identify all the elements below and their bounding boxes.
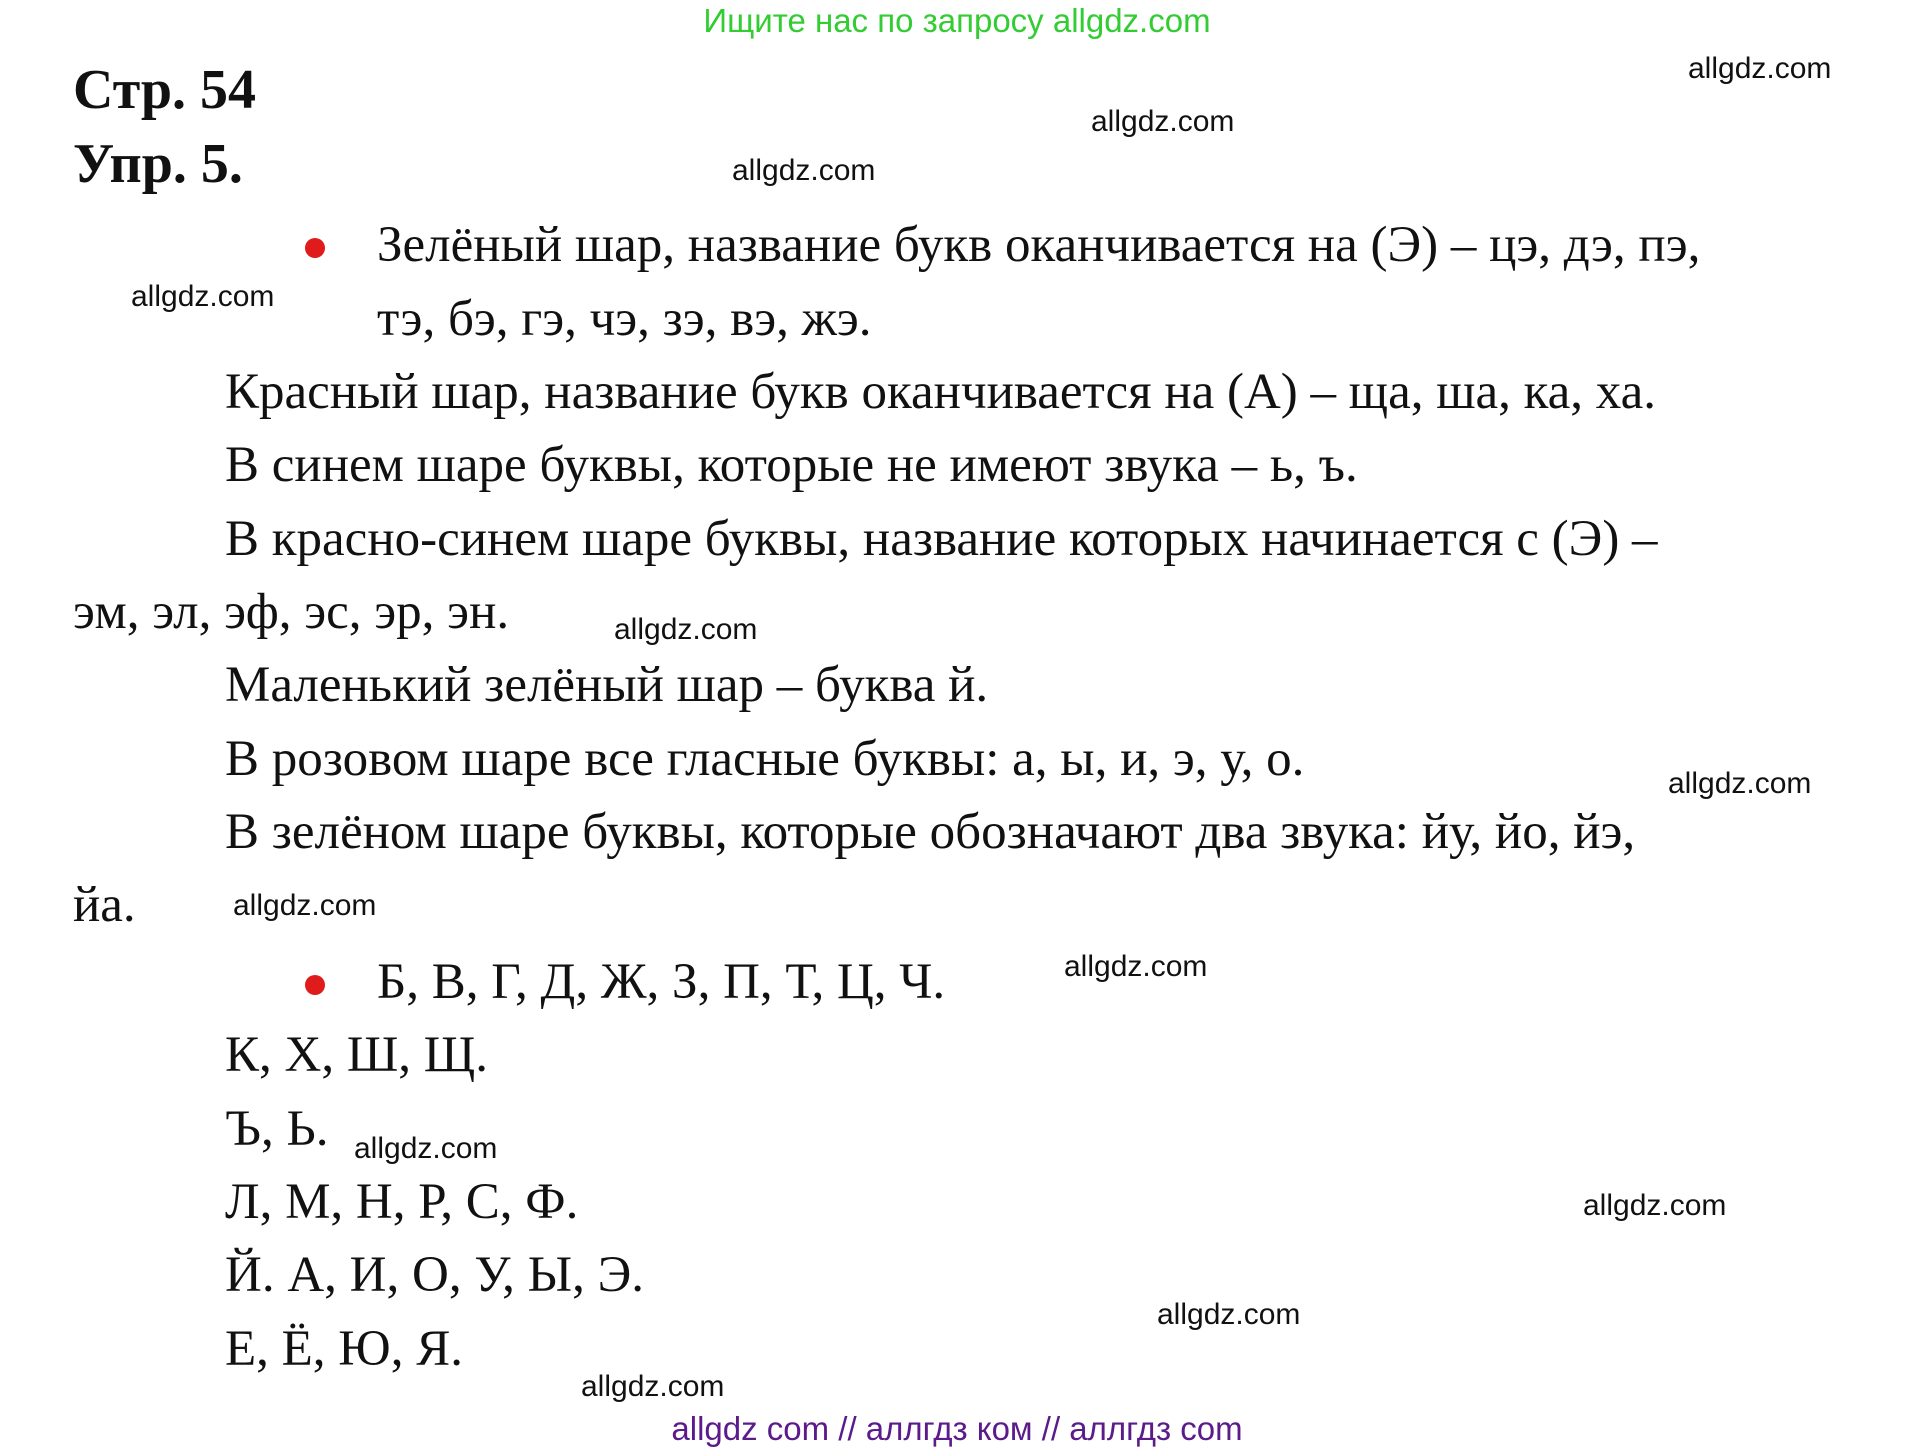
text-line: К, Х, Ш, Щ. — [225, 1027, 488, 1083]
watermark: allgdz.com — [131, 280, 275, 313]
watermark: allgdz.com — [1091, 105, 1235, 138]
text-line: Л, М, Н, Р, С, Ф. — [225, 1174, 579, 1230]
text-line: эм, эл, эф, эс, эр, эн. — [73, 584, 510, 640]
bullet-marker — [305, 238, 325, 258]
watermark: allgdz.com — [1064, 950, 1208, 983]
watermark: allgdz.com — [581, 1370, 725, 1403]
watermark: allgdz.com — [1688, 52, 1832, 85]
text-line: Ъ, Ь. — [225, 1101, 329, 1157]
watermark: allgdz.com — [1583, 1189, 1727, 1222]
text-line: В зелёном шаре буквы, которые обозначают два звука: йу, йо, йэ, — [225, 804, 1636, 860]
text-line: Й. А, И, О, У, Ы, Э. — [225, 1247, 645, 1303]
watermark: allgdz.com — [1668, 767, 1812, 800]
text-line: йа. — [73, 877, 136, 933]
watermark: allgdz.com — [1157, 1298, 1301, 1331]
watermark: allgdz.com — [732, 154, 876, 187]
text-line: Б, В, Г, Д, Ж, З, П, Т, Ц, Ч. — [377, 954, 946, 1010]
watermark: allgdz.com — [614, 613, 758, 646]
exercise-heading: Упр. 5. — [73, 133, 243, 195]
text-line: Зелёный шар, название букв оканчивается на (Э) – цэ, дэ, пэ, — [377, 217, 1701, 273]
watermark: allgdz.com — [354, 1132, 498, 1165]
text-line: Е, Ё, Ю, Я. — [225, 1321, 463, 1377]
text-line: Красный шар, название букв оканчивается на (А) – ща, ша, ка, ха. — [225, 364, 1656, 420]
text-line: В розовом шаре все гласные буквы: а, ы, и, э, у, о. — [225, 731, 1305, 787]
text-line: В красно-синем шаре буквы, название которых начинается с (Э) – — [225, 511, 1658, 567]
text-line: В синем шаре буквы, которые не имеют звука – ь, ъ. — [225, 437, 1358, 493]
watermark: allgdz.com — [233, 889, 377, 922]
footer-watermark: allgdz com // аллгдз ком // аллгдз com — [671, 1410, 1243, 1447]
page-number-heading: Стр. 54 — [73, 59, 257, 121]
bullet-marker — [305, 975, 325, 995]
search-banner: Ищите нас по запросу allgdz.com — [703, 2, 1211, 39]
text-line: тэ, бэ, гэ, чэ, зэ, вэ, жэ. — [377, 291, 872, 347]
text-line: Маленький зелёный шар – буква й. — [225, 657, 989, 713]
